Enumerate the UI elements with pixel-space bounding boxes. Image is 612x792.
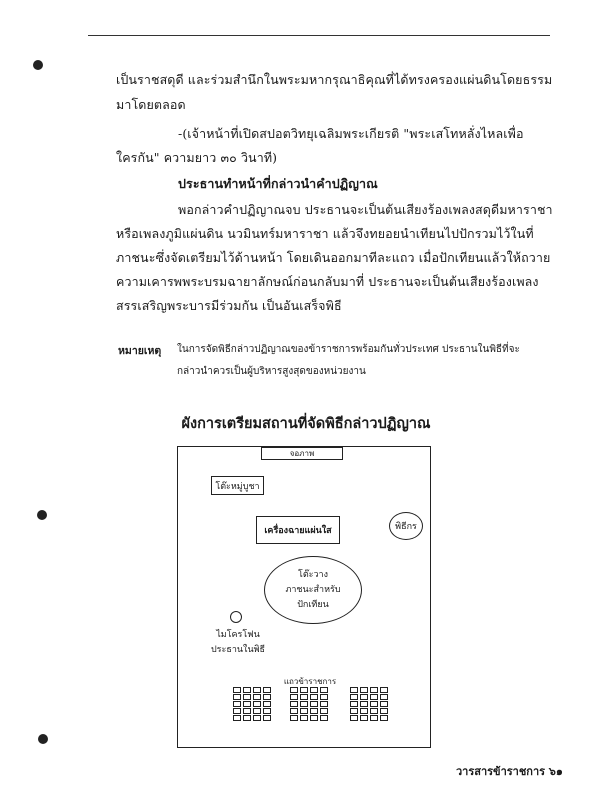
seat-block <box>350 687 388 721</box>
seat-icon <box>263 708 271 714</box>
seat-icon <box>360 715 368 721</box>
seat-icon <box>380 694 388 700</box>
seat-icon <box>233 715 241 721</box>
seat-icon <box>290 694 298 700</box>
seat-icon <box>253 701 261 707</box>
note-text: กล่าวนำควรเป็นผู้บริหารสูงสุดของหน่วยงาน <box>177 366 366 377</box>
microphone-label <box>201 628 275 658</box>
seat-icon <box>310 701 318 707</box>
seat-icon <box>243 687 251 693</box>
seat-icon <box>253 715 261 721</box>
seat-icon <box>350 708 358 714</box>
seat-icon <box>370 701 378 707</box>
seat-icon <box>233 687 241 693</box>
seat-icon <box>253 687 261 693</box>
seat-icon <box>320 687 328 693</box>
body-line: ใครกัน" ความยาว ๓๐ วินาที) <box>116 150 278 165</box>
seat-icon <box>350 701 358 707</box>
seat-icon <box>300 687 308 693</box>
seat-icon <box>310 694 318 700</box>
seat-icon <box>263 694 271 700</box>
seat-icon <box>300 708 308 714</box>
punch-hole <box>38 734 48 744</box>
seat-icon <box>380 687 388 693</box>
body-line: -(เจ้าหน้าที่เปิดสปอตวิทยุเฉลิมพระเกียรติ "พระเสโทหลั่งไหลเพื่อ <box>178 126 524 141</box>
seat-icon <box>320 715 328 721</box>
body-line: สรรเสริญพระบารมีร่วมกัน เป็นอันเสร็จพิธี <box>116 298 342 313</box>
seat-icon <box>310 715 318 721</box>
worship-table-box: โต๊ะหมู่บูชา <box>211 476 264 495</box>
seat-icon <box>300 701 308 707</box>
seat-icon <box>233 701 241 707</box>
seat-icon <box>320 708 328 714</box>
seat-icon <box>263 715 271 721</box>
seat-icon <box>290 708 298 714</box>
punch-hole <box>37 510 47 520</box>
seat-icon <box>380 715 388 721</box>
seat-icon <box>380 701 388 707</box>
seat-icon <box>310 708 318 714</box>
seat-icon <box>263 687 271 693</box>
seat-icon <box>350 687 358 693</box>
candle-table-label: ภาชนะสำหรับ <box>285 584 341 595</box>
microphone-icon <box>230 611 242 623</box>
projector-box: เครื่องฉายแผ่นใส <box>256 516 340 544</box>
header-rule <box>88 35 550 36</box>
seat-icon <box>380 708 388 714</box>
seat-icon <box>243 694 251 700</box>
emcee-circle: พิธีกร <box>389 512 423 540</box>
seat-icon <box>310 687 318 693</box>
seat-icon <box>360 687 368 693</box>
seat-icon <box>350 694 358 700</box>
body-line: ภาชนะซึ่งจัดเตรียมไว้ด้านหน้า โดยเดินออกมาทีละแถว เมื่อปักเทียนแล้วให้ถวาย <box>116 250 551 265</box>
seat-icon <box>320 701 328 707</box>
punch-hole <box>33 60 43 70</box>
seat-block <box>290 687 328 721</box>
seat-block <box>233 687 271 721</box>
seat-icon <box>360 694 368 700</box>
candle-table-label: ปักเทียน <box>297 599 329 610</box>
seat-icon <box>370 694 378 700</box>
seat-icon <box>360 708 368 714</box>
seat-icon <box>320 694 328 700</box>
body-line: เป็นราชสดุดี และร่วมสำนึกในพระมหากรุณาธิคุณที่ได้ทรงครองแผ่นดินโดยธรรม <box>116 72 553 87</box>
note-text: ในการจัดพิธีกล่าวปฏิญาณของข้าราชการพร้อมกันทั่วประเทศ ประธานในพิธีที่จะ <box>177 344 520 355</box>
seat-icon <box>290 687 298 693</box>
seat-icon <box>370 708 378 714</box>
seat-icon <box>360 701 368 707</box>
seat-icon <box>290 715 298 721</box>
diagram-title: ผังการเตรียมสถานที่จัดพิธีกล่าวปฏิญาณ <box>181 415 431 432</box>
body-line: ความเคารพพระบรมฉายาลักษณ์ก่อนกลับมาที่ ประธานจะเป็นต้นเสียงร้องเพลง <box>116 274 539 289</box>
seat-icon <box>243 701 251 707</box>
microphone-label-line: ไมโครโฟน <box>216 630 260 640</box>
body-line: หรือเพลงภูมิแผ่นดิน นวมินทร์มหาราชา แล้วจึงทยอยนำเทียนไปปักรวมไว้ในที่ <box>116 226 534 241</box>
seat-icon <box>243 708 251 714</box>
seat-icon <box>243 715 251 721</box>
seat-icon <box>370 687 378 693</box>
seat-icon <box>370 715 378 721</box>
microphone-label-line: ประธานในพิธี <box>210 645 266 655</box>
seat-icon <box>233 694 241 700</box>
seat-icon <box>300 715 308 721</box>
page-footer: วารสารข้าราชการ ๖๑ <box>456 765 563 778</box>
seat-icon <box>350 715 358 721</box>
seat-icon <box>263 701 271 707</box>
candle-table-oval <box>264 556 362 624</box>
section-heading: ประธานทำหน้าที่กล่าวนำคำปฏิญาณ <box>178 176 378 191</box>
body-line: พอกล่าวคำปฏิญาณจบ ประธานจะเป็นต้นเสียงร้องเพลงสดุดีมหาราชา <box>178 202 553 217</box>
seat-icon <box>300 694 308 700</box>
candle-table-label: โต๊ะวาง <box>297 569 328 580</box>
seat-icon <box>290 701 298 707</box>
seat-icon <box>253 708 261 714</box>
seat-icon <box>253 694 261 700</box>
seats-label: แถวข้าราชการ <box>283 677 337 686</box>
body-line: มาโดยตลอด <box>116 97 186 112</box>
seat-icon <box>233 708 241 714</box>
screen-box: จอภาพ <box>261 447 343 460</box>
note-label: หมายเหตุ <box>118 345 162 357</box>
